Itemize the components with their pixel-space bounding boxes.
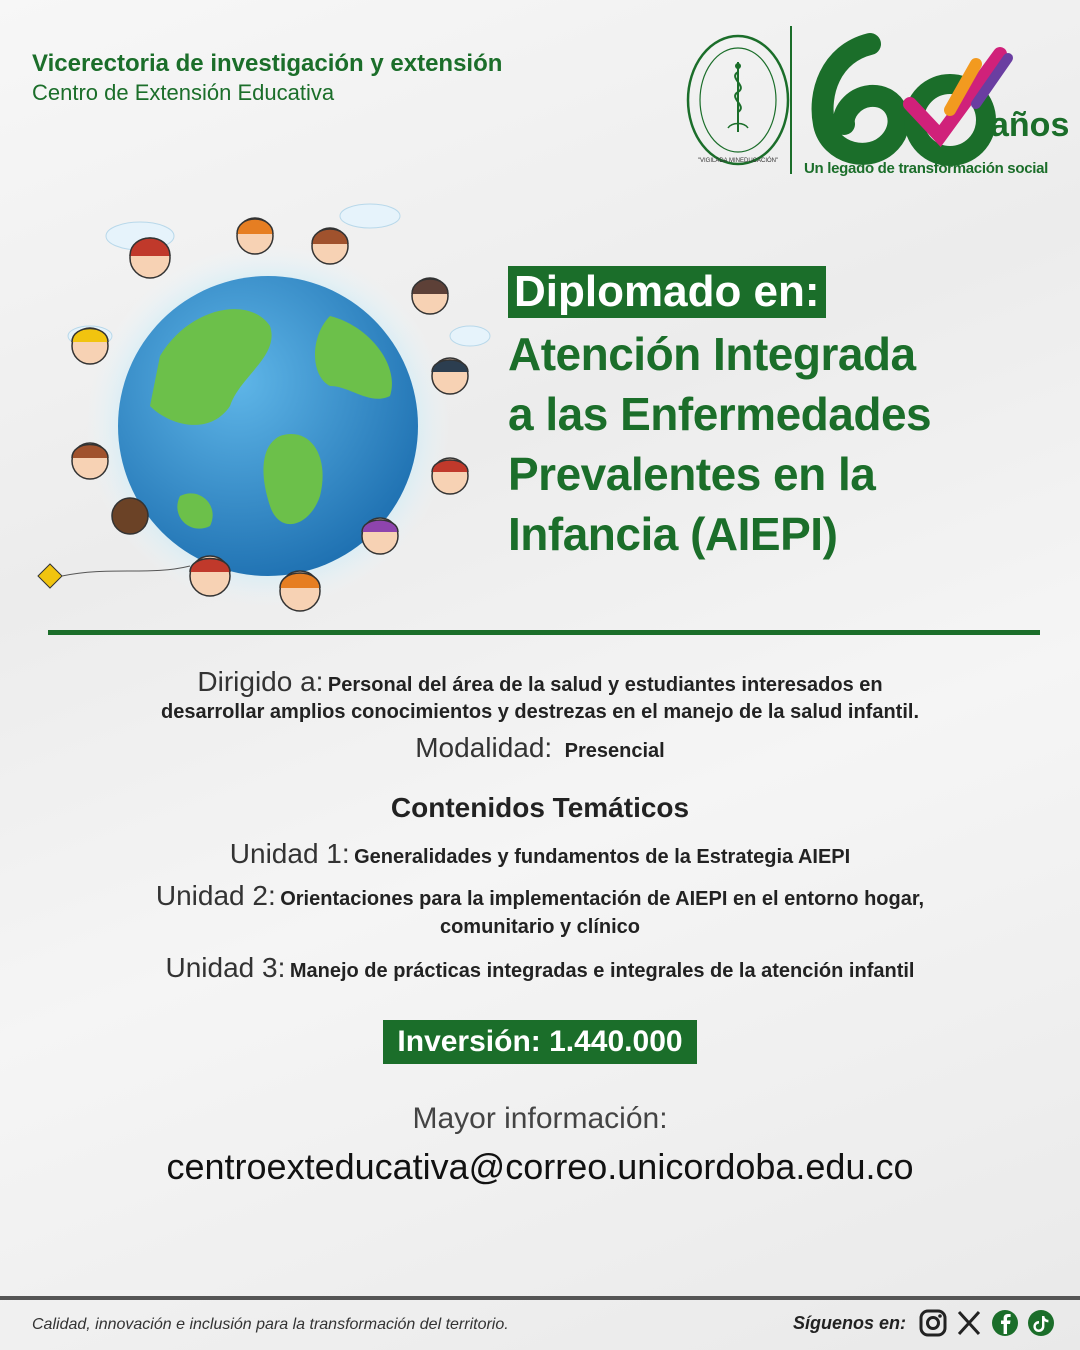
x-icon[interactable]: [954, 1308, 984, 1338]
unit-label: Unidad 1:: [229, 838, 350, 869]
dirigido-label: Dirigido a:: [197, 666, 324, 697]
university-seal-logo: [684, 32, 792, 172]
anniv-tagline: Un legado de transformación social: [804, 160, 1049, 177]
info-label: Mayor información:: [412, 1102, 668, 1135]
title-line: Atención Integrada: [508, 328, 916, 380]
email-wrap: [40, 1146, 1040, 1188]
course-title: [508, 266, 1068, 564]
unit-text-2: comunitario y clínico: [439, 916, 641, 938]
seal-slogan: "VIGILADA MINEDUCACIÓN": [697, 158, 779, 164]
investment-badge: Inversión: 1.440.000: [383, 1020, 696, 1064]
title-main: [508, 324, 1068, 564]
investment-wrap: [40, 1020, 1040, 1064]
modalidad-value: Presencial: [564, 740, 665, 762]
instagram-icon[interactable]: [918, 1308, 948, 1338]
anniv-word: años: [990, 106, 1070, 144]
title-line: Infancia (AIEPI): [508, 508, 838, 560]
unit-text: Generalidades y fundamentos de la Estrategia AIEPI: [354, 846, 851, 868]
header-org: [32, 50, 502, 106]
contact-email-link[interactable]: centroexteducativa@correo.unicordoba.edu.co: [166, 1146, 914, 1187]
tiktok-icon[interactable]: [1026, 1308, 1056, 1338]
title-line: a las Enfermedades: [508, 388, 932, 440]
contents-heading: Contenidos Temáticos: [390, 792, 690, 823]
footer-divider: [0, 1296, 1080, 1300]
org-subtitle: Centro de Extensión Educativa: [32, 80, 335, 105]
footer-slogan: Calidad, innovación e inclusión para la transformación del territorio.: [32, 1316, 509, 1333]
unit-label: Unidad 2:: [155, 880, 276, 911]
unit-label: Unidad 3:: [165, 952, 286, 983]
header-divider: [790, 26, 792, 174]
follow-label: Síguenos en:: [792, 1312, 906, 1333]
facebook-icon[interactable]: [990, 1308, 1020, 1338]
org-title: Vicerectoria de investigación y extensión: [32, 50, 503, 77]
unit-text: Orientaciones para la implementación de AIEPI en el entorno hogar,: [280, 888, 925, 910]
info-label-wrap: [40, 1102, 1040, 1136]
dirigido-text-2: desarrollar amplios conocimientos y destrezas en el manejo de la salud infantil.: [160, 701, 920, 723]
title-line: Prevalentes en la: [508, 448, 876, 500]
modality: [40, 732, 1040, 764]
dirigido-text: Personal del área de la salud y estudiantes interesados en: [327, 674, 883, 696]
title-label: Diplomado en:: [508, 266, 826, 318]
unit-3: [40, 952, 1040, 984]
contents-heading-wrap: [40, 792, 1040, 824]
unit-text: Manejo de prácticas integradas e integrales de la atención infantil: [289, 960, 915, 982]
section-divider: [48, 630, 1040, 635]
social-follow: [793, 1308, 1056, 1338]
globe-children-illustration: [30, 196, 500, 626]
unit-1: [40, 838, 1040, 870]
target-audience: [40, 668, 1040, 725]
modalidad-label: Modalidad:: [415, 732, 553, 763]
unit-2: [40, 880, 1040, 939]
